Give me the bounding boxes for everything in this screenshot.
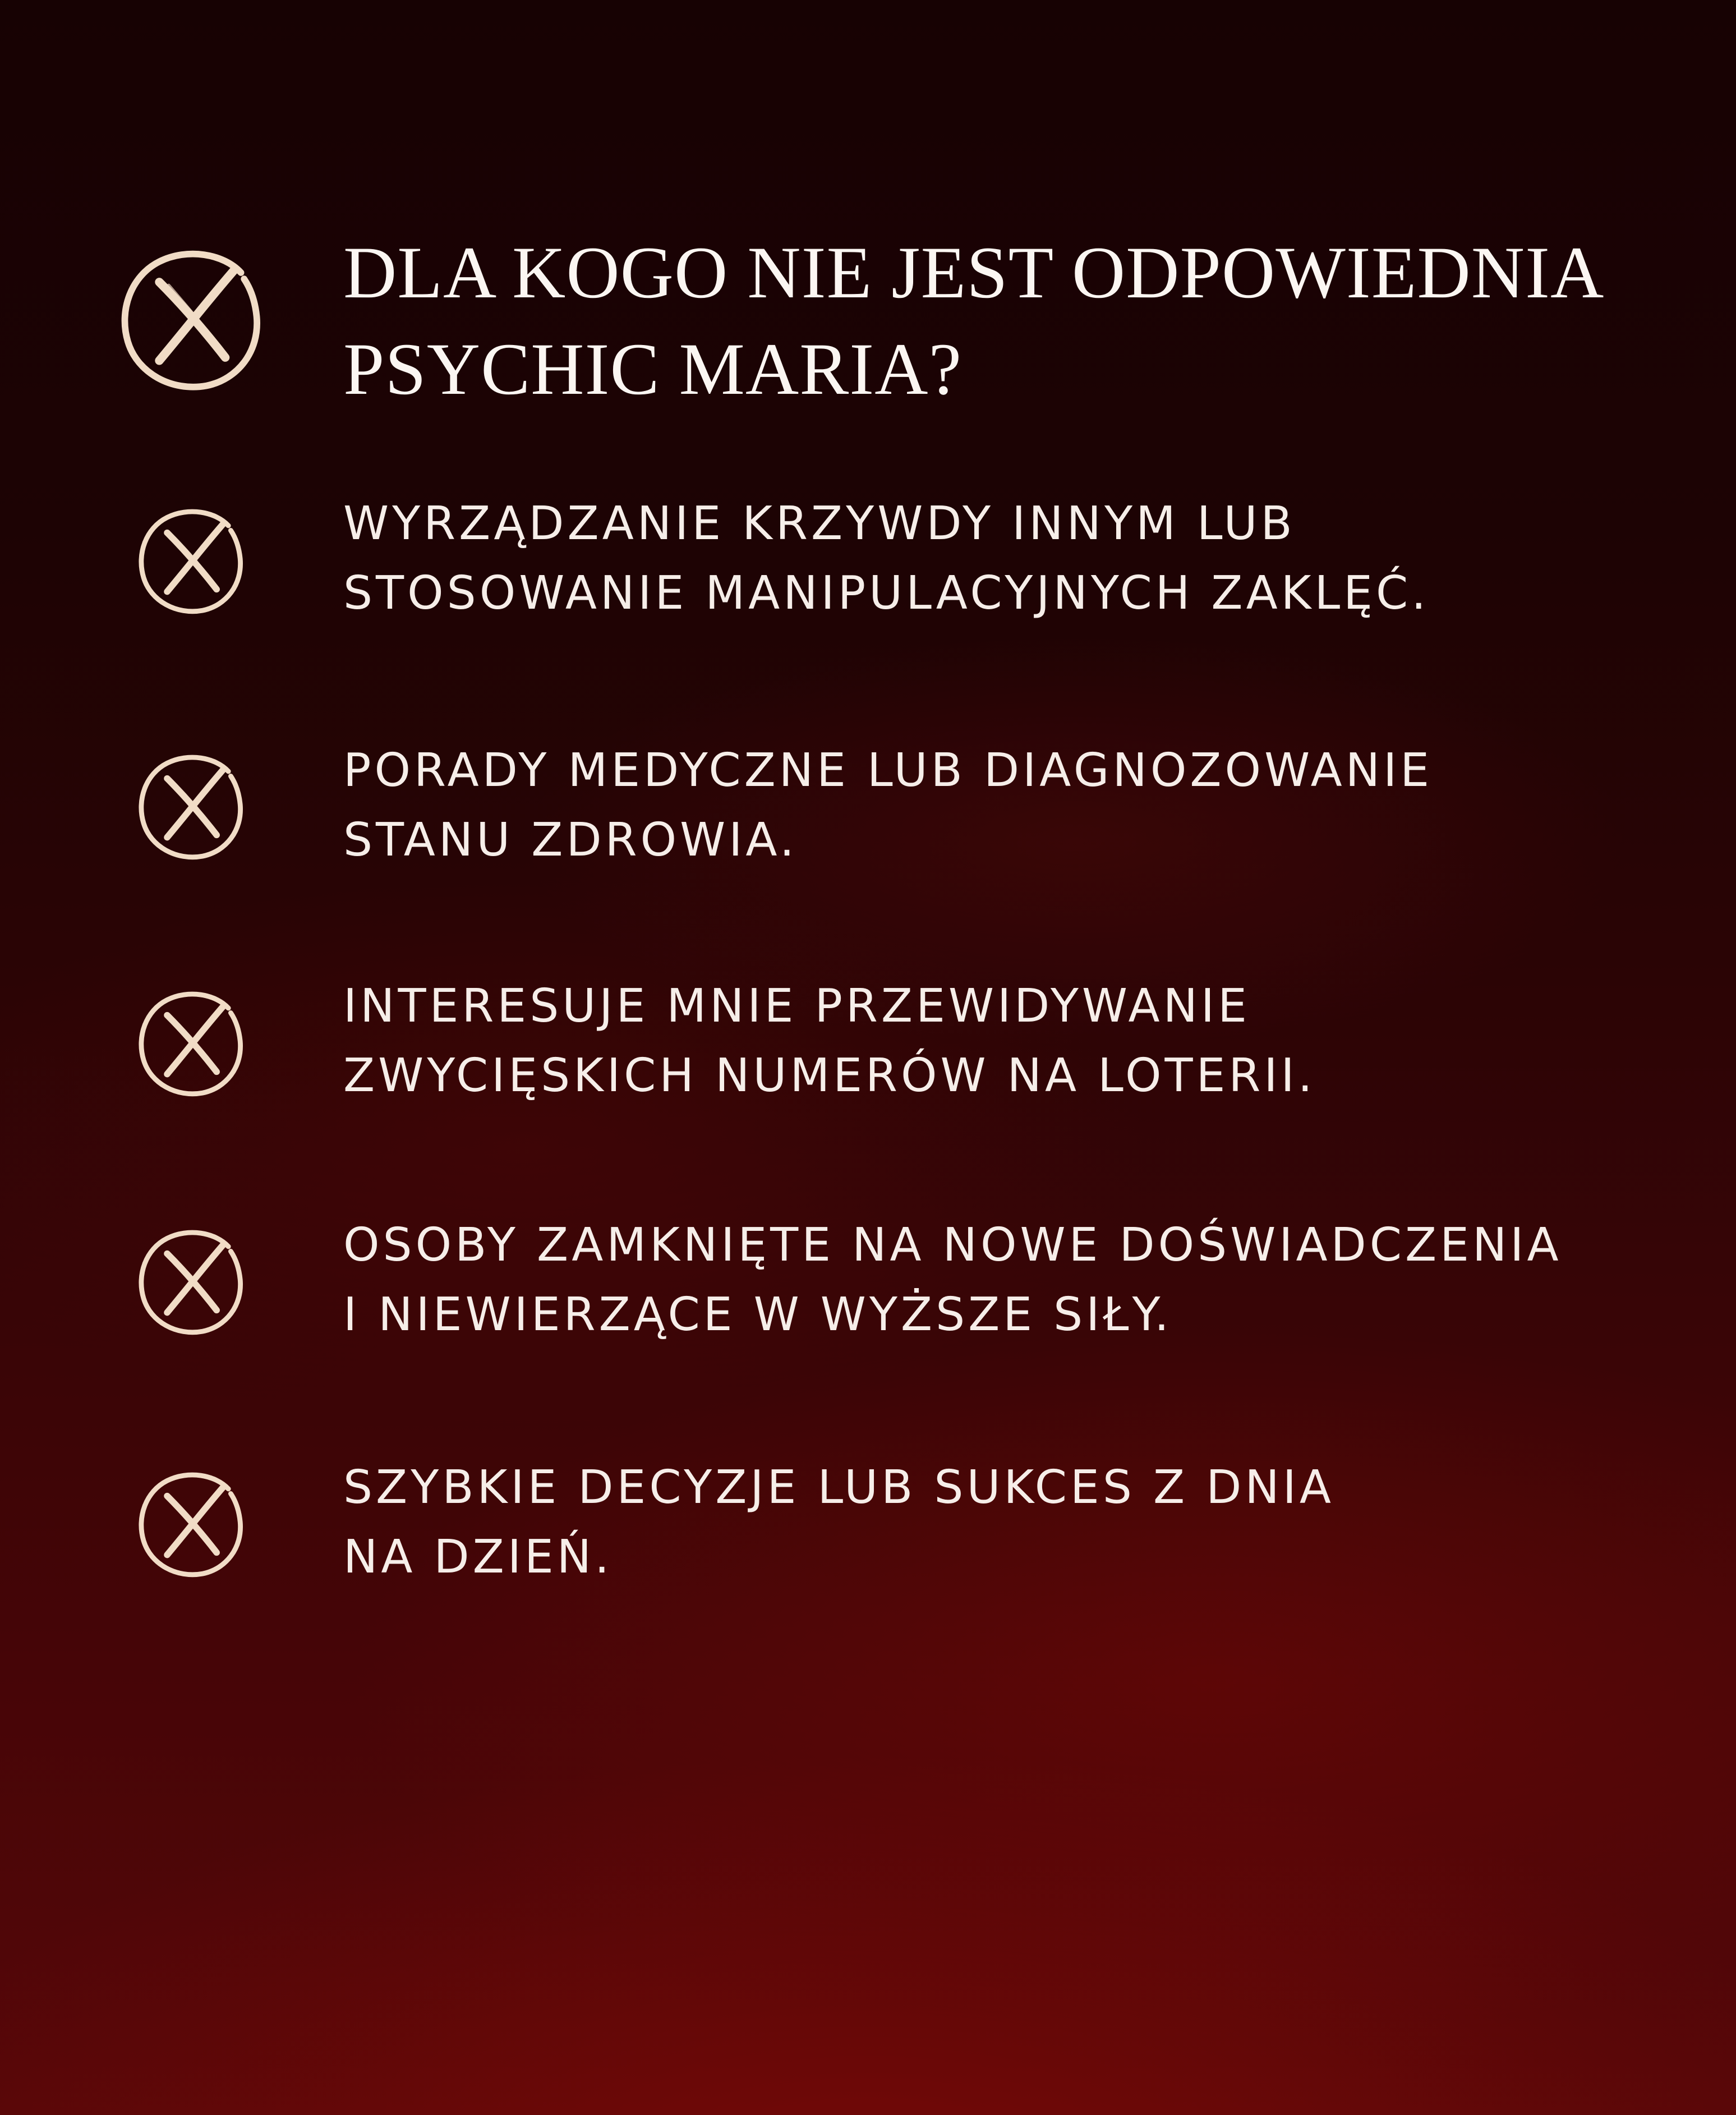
page-title: DLA KOGO NIE JEST ODPOWIEDNIA PSYCHIC MARIA? <box>343 231 1605 410</box>
list-item-text: INTERESUJE MNIE PRZEWIDYWANIE ZWYCIĘSKICH NUMERÓW NA LOTERII. <box>343 980 1316 1102</box>
item-5-crossed-circle-icon <box>132 1465 250 1583</box>
list-item-text: WYRZĄDZANIE KRZYWDY INNYM LUB STOSOWANIE MANIPULACYJNYCH ZAKLĘĆ. <box>343 497 1430 620</box>
title-crossed-circle-icon <box>112 241 269 398</box>
list-item-text: PORADY MEDYCZNE LUB DIAGNOZOWANIE STANU ZDROWIA. <box>343 744 1433 867</box>
list-item-text: OSOBY ZAMKNIĘTE NA NOWE DOŚWIADCZENIA I NIEWIERZĄCE W WYŻSZE SIŁY. <box>343 1219 1562 1341</box>
item-1-crossed-circle-icon <box>132 502 250 620</box>
item-4-crossed-circle-icon <box>132 1223 250 1341</box>
item-2-crossed-circle-icon <box>132 748 250 866</box>
list-item-text: SZYBKIE DECYZJE LUB SUKCES Z DNIA NA DZIEŃ. <box>343 1461 1334 1584</box>
item-3-crossed-circle-icon <box>132 985 250 1102</box>
